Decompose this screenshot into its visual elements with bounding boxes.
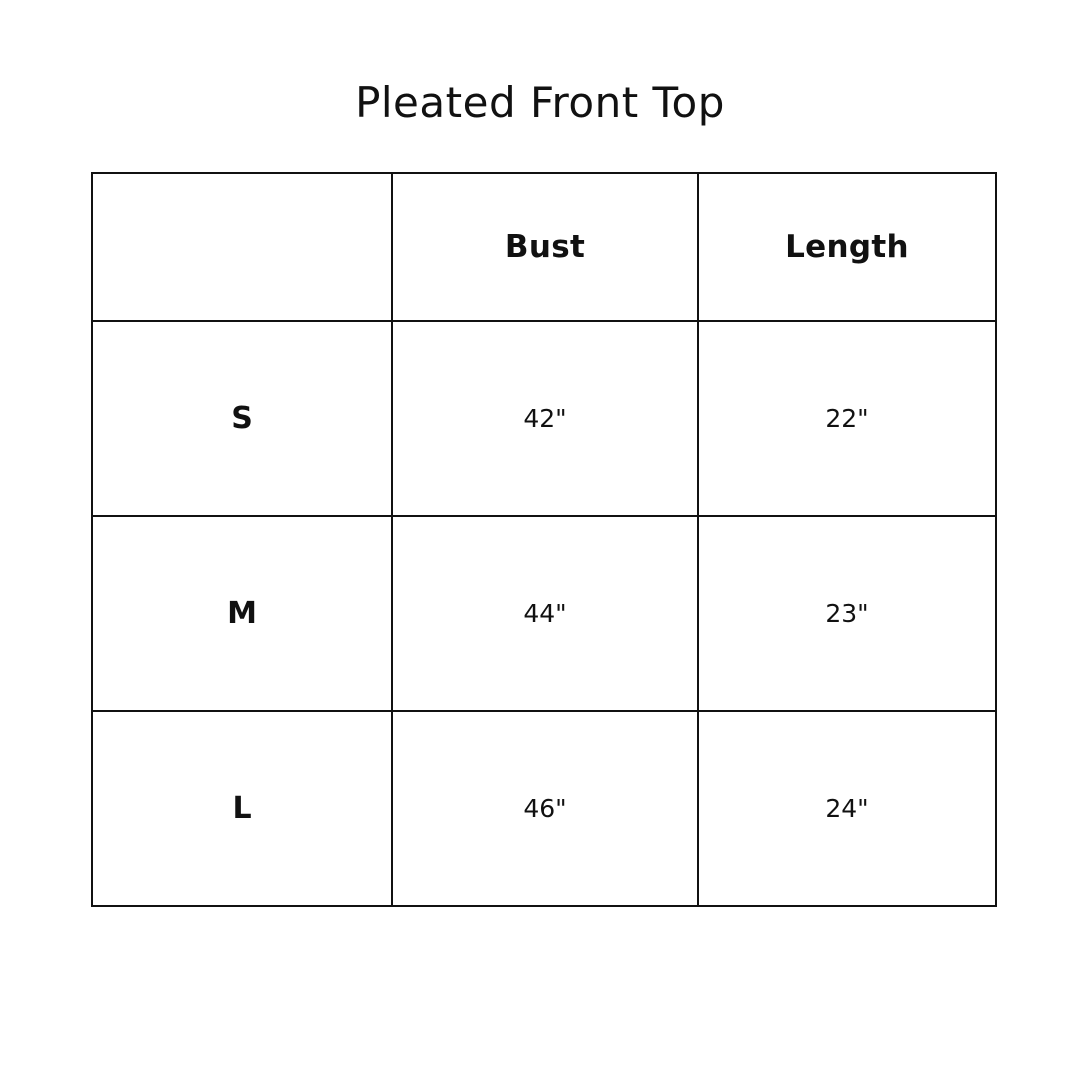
cell-bust-s: 42" — [392, 321, 698, 516]
header-cell-bust: Bust — [392, 173, 698, 321]
cell-length-m: 23" — [698, 516, 996, 711]
cell-size-l: L — [92, 711, 392, 906]
cell-size-m: M — [92, 516, 392, 711]
size-chart-table — [91, 172, 997, 907]
cell-size-s: S — [92, 321, 392, 516]
table-row — [92, 516, 996, 711]
header-cell-length: Length — [698, 173, 996, 321]
cell-bust-l: 46" — [392, 711, 698, 906]
page-title: Pleated Front Top — [355, 78, 725, 127]
cell-length-l: 24" — [698, 711, 996, 906]
cell-bust-m: 44" — [392, 516, 698, 711]
header-cell-blank — [92, 173, 392, 321]
cell-length-s: 22" — [698, 321, 996, 516]
table-row — [92, 711, 996, 906]
table-header-row — [92, 173, 996, 321]
table-row — [92, 321, 996, 516]
